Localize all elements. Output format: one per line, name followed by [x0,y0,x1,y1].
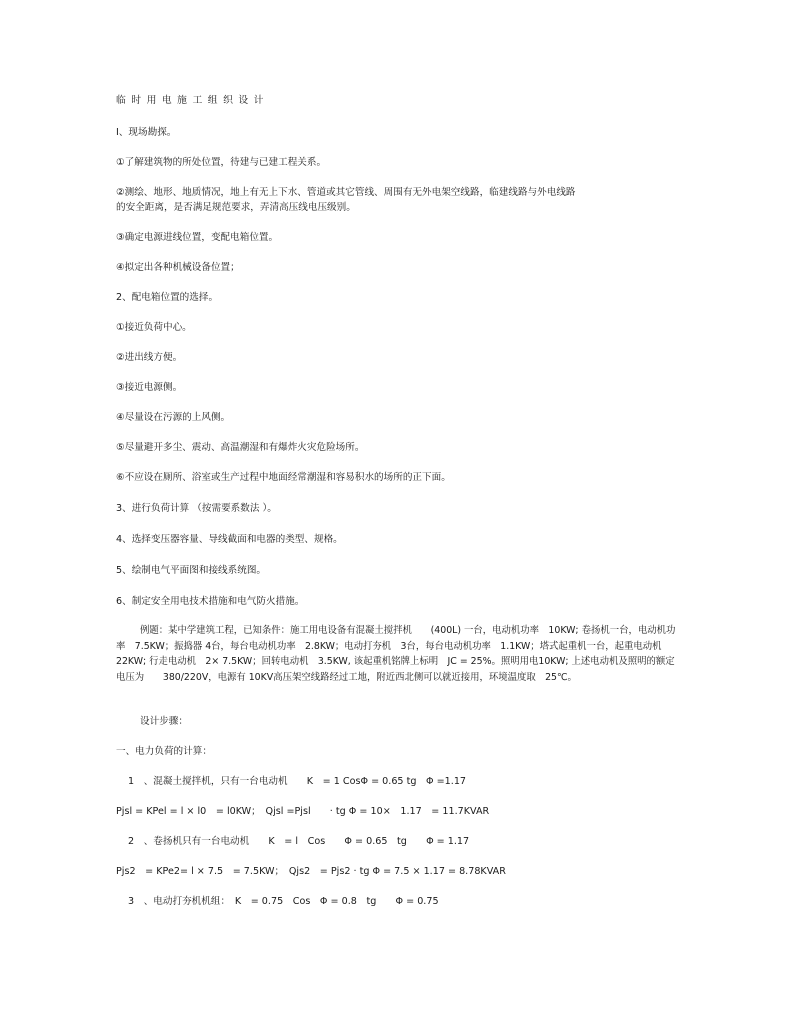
calc-line: Pjs2 = KPe2= l × 7.5 = 7.5KW； Qjs2 = Pjs2 · tg Φ = 7.5 × 1.17 = 8.78KVAR [116,866,506,877]
calc-line: 3 、电动打夯机机组： K = 0.75 Cos Φ = 0.8 tg Φ = 0.75 [128,896,439,907]
part-1-heading: 一、电力负荷的计算： [116,746,212,757]
section-1-item: ④拟定出各种机械设备位置； [116,262,240,273]
section-5-heading: 5、绘制电气平面图和接线系统图。 [116,565,267,576]
section-1-heading: Ⅰ、现场勘探。 [116,127,177,138]
section-2-item: ⑥不应设在厕所、浴室或生产过程中地面经常潮湿和容易积水的场所的正下面。 [116,472,451,483]
example-paragraph: 例题：某中学建筑工程，已知条件：施工用电设备有混凝土搅拌机 (400L) 一台，电动机功率 10KW; 卷扬机一台，电动机功率 7.5KW；振捣器 4台，每台电动机功率 2.8KW；电动打夯机 3台，每台电动机功率 1.1KW；塔式起重机一台，起重电动机 22KW; 行走电动机 2× 7.5KW；回转电动机 3.5KW, 该起重机铭牌上标明 JC = 25%。照明用电10KW; 上述电动机及照明的额定电压为 380/220V，电源有 10KV高压架空线路经过工地，附近西北侧可以就近接用，环境温度取 25℃。 [116,625,676,683]
section-2-item: ②进出线方便。 [116,352,183,363]
section-4-heading: 4、选择变压器容量、导线截面和电器的类型、规格。 [116,534,343,545]
section-2-heading: 2、配电箱位置的选择。 [116,292,219,303]
section-3-heading: 3、进行负荷计算 （按需要系数法 ）。 [116,503,277,514]
calc-line: Pjsl = KPel = l × l0 = l0KW； Qjsl =Pjsl · tg Φ = 10× 1.17 = 11.7KVAR [116,806,490,817]
section-2-item: ⑤尽量避开多尘、震动、高温潮湿和有爆炸火灾危险场所。 [116,442,365,453]
section-2-item: ④尽量设在污源的上风侧。 [116,412,231,423]
section-6-heading: 6、制定安全用电技术措施和电气防火措施。 [116,596,305,607]
section-1-item: ②测绘、地形、地质情况，地上有无上下水、管道或其它管线、周围有无外电架空线路，临建线路与外电线路 [116,187,576,198]
section-1-item-continued: 的安全距离，是否满足规范要求，弄清高压线电压级别。 [116,202,356,213]
design-steps-label: 设计步骤： [140,716,188,727]
calc-line: 2 、卷扬机只有一台电动机 K = l Cos Φ = 0.65 tg Φ = 1.17 [128,836,470,847]
document-title: 临时用电施工组织设计 [116,95,269,106]
section-1-item: ③确定电源进线位置，变配电箱位置。 [116,232,279,243]
section-2-item: ①接近负荷中心。 [116,322,192,333]
section-2-item: ③接近电源侧。 [116,382,183,393]
section-1-item: ①了解建筑物的所处位置，待建与已建工程关系。 [116,157,327,168]
calc-line: 1 、混凝土搅拌机，只有一台电动机 K = 1 CosΦ = 0.65 tg Φ =1.17 [128,776,467,787]
